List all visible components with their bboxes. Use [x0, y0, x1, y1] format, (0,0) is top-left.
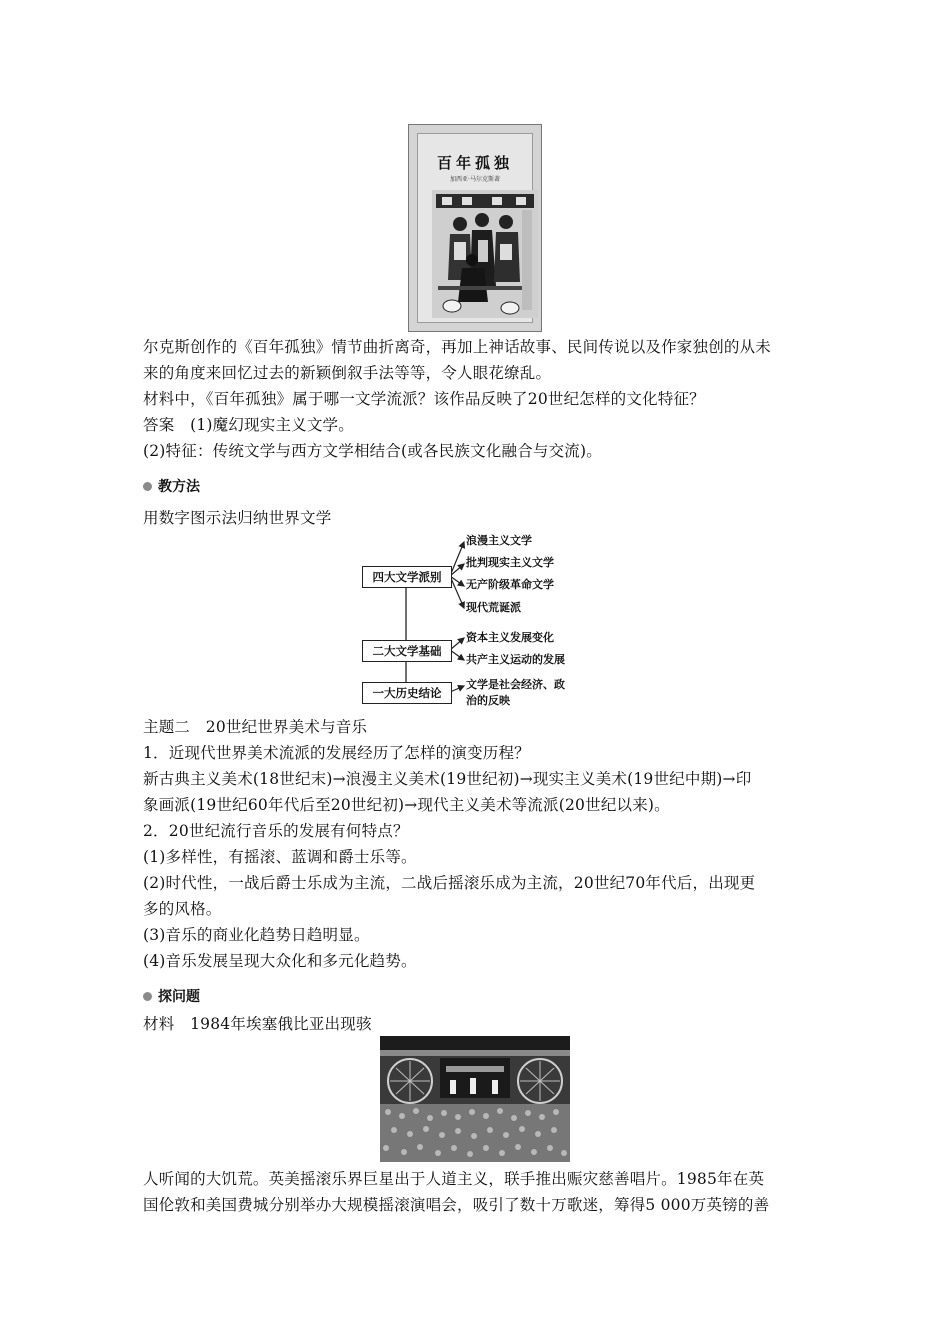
theme-point-1: (1)多样性，有摇滚、蓝调和爵士乐等。 [143, 848, 417, 866]
diagram-leaf: 资本主义发展变化 [466, 631, 554, 644]
concert-photo [380, 1036, 570, 1162]
theme-answer-1-line-2: 象画派(19世纪60年代后至20世纪初)→现代主义美术等流派(20世纪以来)。 [143, 796, 670, 814]
answer-line-1: 答案 (1)魔幻现实主义文学。 [143, 416, 354, 434]
theme-heading: 主题二 20世纪世界美术与音乐 [143, 718, 368, 736]
intro-line-2: 来的角度来回忆过去的新颖倒叙手法等等，令人眼花缭乱。 [143, 364, 552, 382]
section-heading-method-text: 教方法 [158, 479, 200, 495]
diagram-leaf: 治的反映 [466, 694, 510, 707]
section-heading-question [143, 986, 200, 1006]
method-line: 用数字图示法归纳世界文学 [143, 509, 332, 527]
theme-question-2: 2．20世纪流行音乐的发展有何特点？ [143, 822, 409, 840]
closing-line-1: 人听闻的大饥荒。英美摇滚乐界巨星出于人道主义，联手推出赈灾慈善唱片。1985年在英 [143, 1170, 765, 1188]
section-heading-question-text: 探问题 [158, 989, 200, 1005]
intro-line-1: 尔克斯创作的《百年孤独》情节曲折离奇，再加上神话故事、民间传说以及作家独创的从未 [143, 338, 772, 356]
theme-question-1: 1．近现代世界美术流派的发展经历了怎样的演变历程？ [143, 744, 530, 762]
book-cover-subtitle: 加西亚·马尔克斯著 [450, 176, 500, 183]
woodcut-figures-illustration [432, 190, 538, 318]
book-cover-title: 百年孤独 [436, 154, 513, 172]
diagram-leaf: 共产主义运动的发展 [466, 653, 565, 666]
book-cover-frame [417, 133, 533, 323]
diagram-leaf: 文学是社会经济、政 [466, 678, 565, 691]
section-heading-method [143, 476, 200, 496]
bullet-dot-icon [143, 482, 152, 491]
theme-point-3: (3)音乐的商业化趋势日趋明显。 [143, 926, 370, 944]
material-line: 材料 1984年埃塞俄比亚出现骇 [143, 1015, 372, 1033]
diagram-leaf: 无产阶级革命文学 [466, 578, 554, 591]
theme-point-4: (4)音乐发展呈现大众化和多元化趋势。 [143, 952, 417, 970]
diagram-box-two-foundations: 二大文学基础 [362, 640, 452, 662]
answer-line-2: (2)特征：传统文学与西方文学相结合(或各民族文化融合与交流)。 [143, 442, 602, 460]
theme-answer-1-line-1: 新古典主义美术(18世纪末)→浪漫主义美术(19世纪初)→现实主义美术(19世纪中期)→印 [143, 770, 752, 788]
literature-summary-diagram [360, 530, 600, 710]
diagram-box-four-schools: 四大文学派别 [362, 566, 452, 588]
diagram-leaf: 批判现实主义文学 [466, 556, 554, 569]
question-line: 材料中，《百年孤独》属于哪一文学流派？该作品反映了20世纪怎样的文化特征？ [143, 390, 705, 408]
theme-point-2-line-1: (2)时代性，一战后爵士乐成为主流，二战后摇滚乐成为主流，20世纪70年代后，出现更 [143, 874, 756, 892]
theme-point-2-line-2: 多的风格。 [143, 900, 222, 918]
diagram-box-one-conclusion: 一大历史结论 [362, 682, 452, 704]
bullet-dot-icon [143, 992, 152, 1001]
diagram-leaf: 浪漫主义文学 [466, 534, 532, 547]
diagram-leaf: 现代荒诞派 [466, 601, 521, 614]
book-cover-image [408, 124, 542, 332]
closing-line-2: 国伦敦和美国费城分别举办大规模摇滚演唱会，吸引了数十万歌迷，筹得5 000万英镑的善 [143, 1196, 770, 1214]
